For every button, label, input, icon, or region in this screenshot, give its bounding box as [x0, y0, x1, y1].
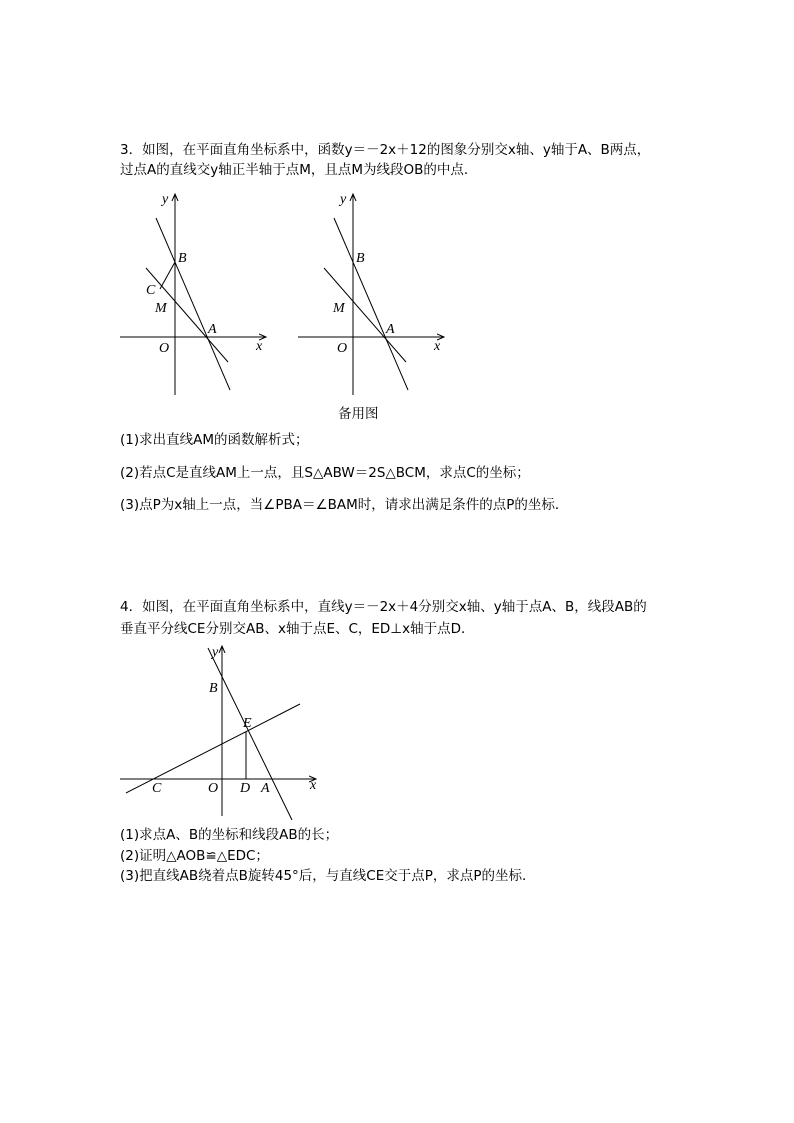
line-ab [334, 218, 408, 390]
problem4-question-1: (1)求点A、B的坐标和线段AB的长； [120, 827, 339, 843]
label-o: O [337, 341, 348, 356]
label-o: O [208, 781, 219, 796]
label-d: D [240, 781, 251, 796]
label-b: B [356, 251, 365, 266]
problem4-question-3: (3)把直线AB绕着点B旋转45°后，与直线CE交于点P，求点P的坐标． [120, 868, 536, 884]
label-a: A [208, 322, 217, 337]
label-x: x [256, 339, 263, 354]
label-a: A [386, 322, 395, 337]
line-ab [156, 218, 230, 390]
label-b: B [209, 681, 218, 696]
label-y: y [340, 192, 347, 207]
label-x: x [310, 778, 317, 793]
line-ce [126, 704, 300, 793]
label-x: x [434, 339, 441, 354]
problem4-figure [118, 644, 328, 824]
label-o: O [159, 341, 170, 356]
label-b: B [178, 251, 187, 266]
problem3-line2: 过点A的直线交y轴正半轴于点M，且点M为线段OB的中点． [120, 162, 478, 178]
problem3-figure-1 [118, 190, 278, 400]
label-y: y [162, 192, 169, 207]
label-c: C [152, 781, 162, 796]
problem3-figure-2 [296, 190, 456, 400]
problem3-line1: 3．如图，在平面直角坐标系中，函数y＝－2x＋12的图象分别交x轴、y轴于A、B两点， [120, 142, 651, 158]
problem4-question-2: (2)证明△AOB≌△EDC； [120, 848, 269, 864]
figure-caption: 备用图 [338, 406, 379, 422]
problem3-question-3: (3)点P为x轴上一点，当∠PBA＝∠BAM时，请求出满足条件的点P的坐标． [120, 497, 569, 513]
segment-bc [160, 262, 175, 289]
problem3-question-1: (1)求出直线AM的函数解析式； [120, 432, 309, 448]
problem4-line2: 垂直平分线CE分别交AB、x轴于点E、C，ED⊥x轴于点D． [120, 621, 475, 637]
label-e: E [243, 716, 252, 731]
problem4-line1: 4．如图，在平面直角坐标系中，直线y＝－2x＋4分别交x轴、y轴于点A、B，线段AB的 [120, 599, 647, 615]
problem3-question-2: (2)若点C是直线AM上一点，且S△ABW＝2S△BCM，求点C的坐标； [120, 465, 530, 481]
label-y: y [212, 645, 219, 660]
label-c: C [146, 283, 156, 298]
label-m: M [333, 301, 345, 316]
label-a: A [261, 781, 270, 796]
label-m: M [155, 301, 167, 316]
